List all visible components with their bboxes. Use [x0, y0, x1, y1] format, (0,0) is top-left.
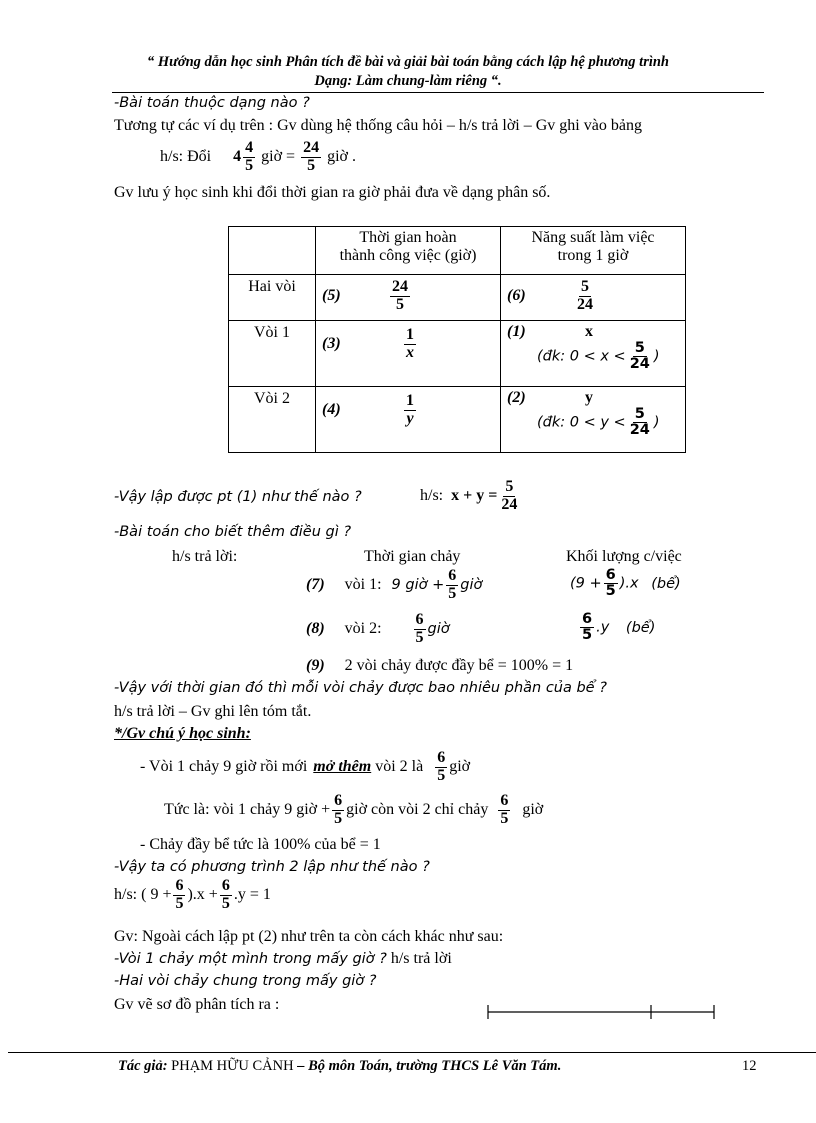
eq2-answer: h/s: ( 9 + $\frac{6}{5}$ ).x + $\frac{6}{5}$ .y = 1 — [114, 877, 271, 912]
table-row: Vòi 2 (4) $\frac{1}{y}$ (2) y (đk: 0 < y < $\frac{5}{24}$ ) — [229, 387, 686, 453]
question-together: -Hai vòi chảy chung trong mấy giờ ? — [114, 973, 377, 989]
question-alone: -Vòi 1 chảy một mình trong mấy giờ ? h/s trả lời — [114, 950, 452, 967]
header-line-2: Dạng: Làm chung-làm riêng “. — [314, 73, 502, 89]
col-time: Thời gian chảy — [364, 548, 461, 565]
header-line-1: “ Hướng dẫn học sinh Phân tích đề bài và giải bài toán bằng cách lập hệ phương trình — [147, 54, 669, 70]
note-bullet-2: Tức là: vòi 1 chảy 9 giờ + $\frac{6}{5}$ giờ còn vòi 2 chỉ chảy $\frac{6}{5}$ giờ — [164, 792, 544, 827]
row-8-work: $\frac{6}{5}$ .y (bể) — [582, 611, 656, 644]
diagram-caption: Gv vẽ sơ đồ phân tích ra : — [114, 996, 280, 1013]
footer-author: Tác giả: PHẠM HỮU CẢNH – Bộ môn Toán, trường THCS Lê Văn Tám. — [118, 1058, 562, 1074]
footer-rule — [8, 1052, 816, 1053]
note-title: */Gv chú ý học sinh: — [114, 725, 251, 742]
table-header-row: Thời gian hoàn thành công việc (giờ) Năng suất làm việc trong 1 giờ — [229, 227, 686, 275]
analysis-diagram — [484, 1002, 720, 1022]
answer-label: h/s trả lời: — [172, 548, 238, 565]
table-row: Hai vòi (5) $\frac{24}{5}$ (6) $\frac{5}{24}$ — [229, 275, 686, 321]
question-portion: -Vậy với thời gian đó thì mỗi vòi chảy được bao nhiêu phần của bể ? — [114, 680, 607, 696]
question-more: -Bài toán cho biết thêm điều gì ? — [114, 524, 352, 540]
mixed-fraction: $\frac{4}{5}$ — [245, 139, 254, 174]
note-bullet-1: - Vòi 1 chảy 9 giờ rồi mới mở thêm vòi 2 là $\frac{6}{5}$ giờ — [140, 749, 471, 784]
header-rule — [112, 92, 764, 93]
answer-summary: h/s trả lời – Gv ghi lên tóm tắt. — [114, 703, 312, 720]
question-eq1: -Vậy lập được pt (1) như thế nào ? — [114, 489, 362, 505]
row-9: (9) 2 vòi chảy được đầy bể = 100% = 1 — [306, 657, 574, 674]
row-8: (8) vòi 2: $\frac{6}{5}$ giờ — [306, 611, 450, 646]
summary-table — [228, 226, 686, 453]
conversion-line: h/s: Đổi 4 $\frac{4}{5}$ giờ = $\frac{24}{5}$ giờ . — [160, 139, 356, 174]
question-type: -Bài toán thuộc dạng nào ? — [114, 95, 310, 111]
note-bullet-3: - Chảy đầy bể tức là 100% của bể = 1 — [140, 836, 381, 853]
teacher-note: Gv lưu ý học sinh khi đổi thời gian ra giờ phải đưa về dạng phân số. — [114, 184, 551, 201]
intro-line: Tương tự các ví dụ trên : Gv dùng hệ thống câu hỏi – h/s trả lời – Gv ghi vào bảng — [114, 117, 642, 134]
row-7: (7) vòi 1: 9 giờ + $\frac{6}{5}$ giờ — [306, 567, 483, 602]
teacher-alt: Gv: Ngoài cách lập pt (2) như trên ta còn cách khác như sau: — [114, 928, 504, 945]
eq1-answer: h/s: x + y = $\frac{5}{24}$ — [420, 478, 518, 513]
row-7-work: (9 + $\frac{6}{5}$ ).x (bể) — [570, 567, 681, 600]
table-row: Vòi 1 (3) $\frac{1}{x}$ (1) x (đk: 0 < x < $\frac{5}{24}$ ) — [229, 321, 686, 387]
question-eq2: -Vậy ta có phương trình 2 lập như thế nào ? — [114, 859, 430, 875]
col-work: Khối lượng c/việc — [566, 548, 682, 565]
page-number: 12 — [742, 1058, 757, 1074]
result-fraction: $\frac{24}{5}$ — [303, 139, 320, 174]
